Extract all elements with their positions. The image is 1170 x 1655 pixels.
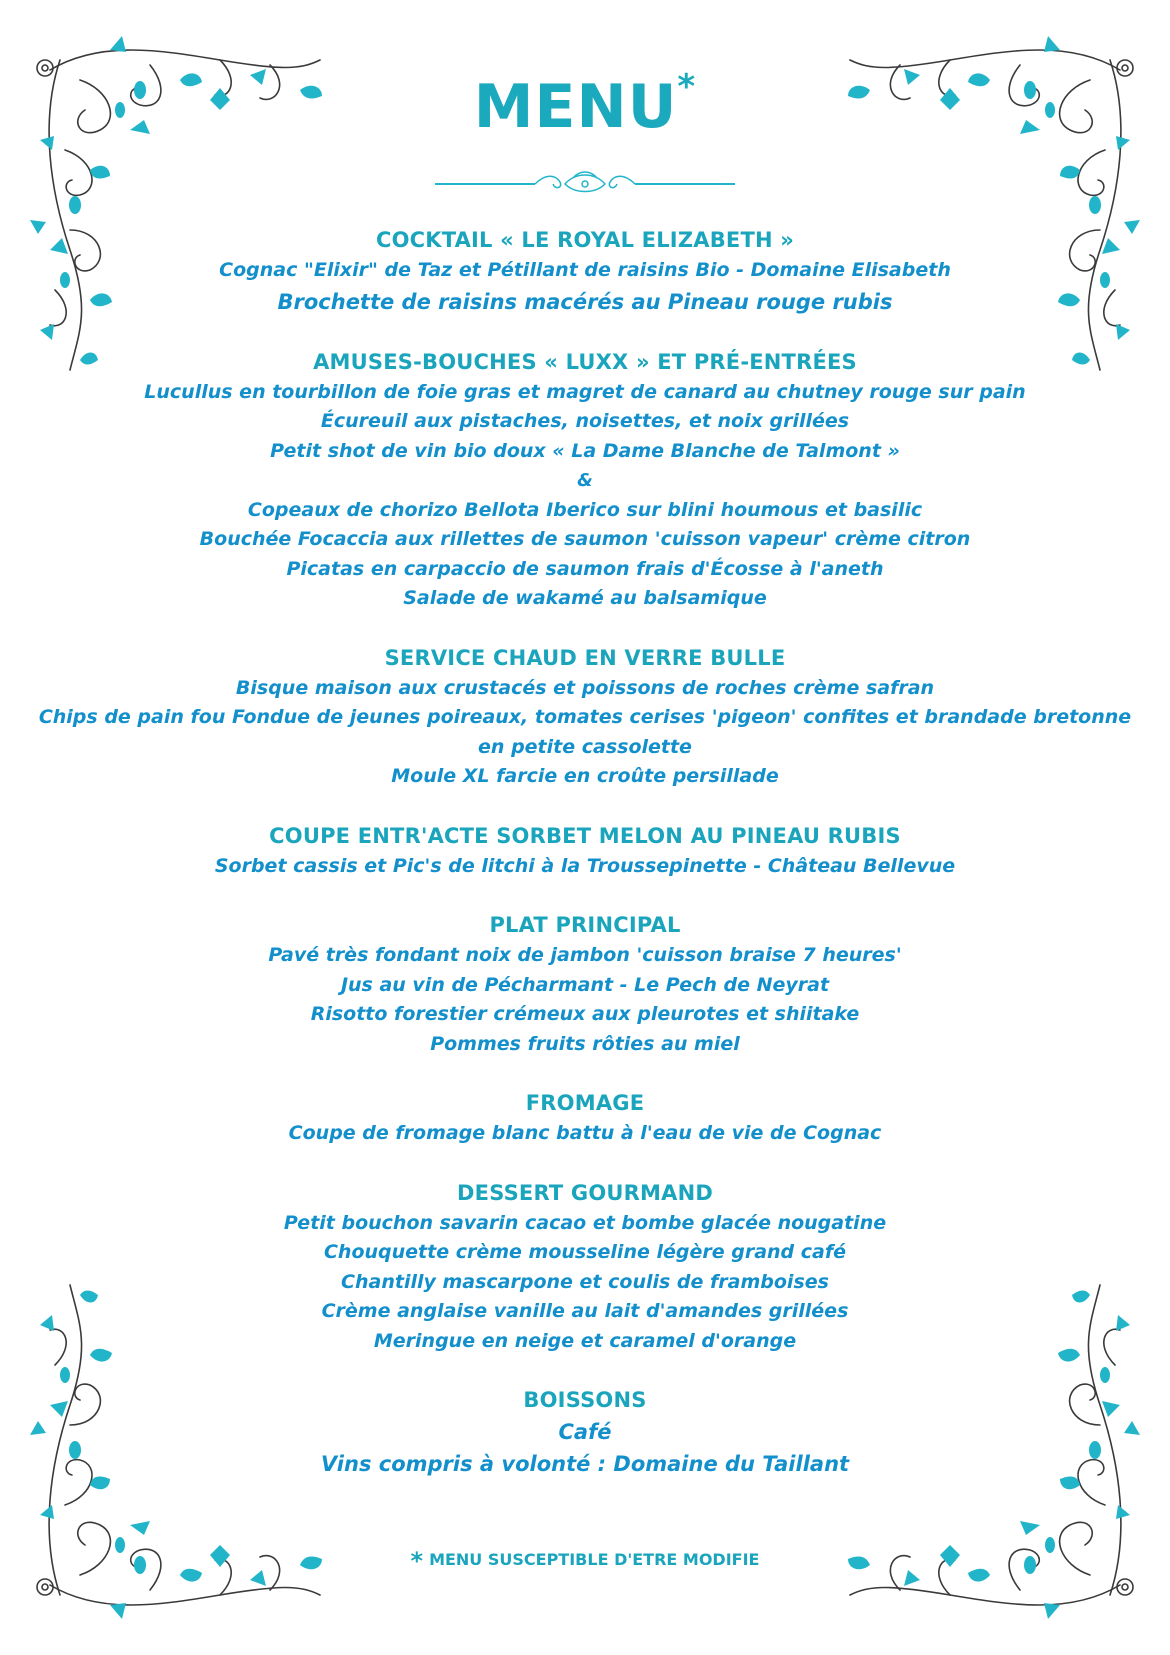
menu-item: Chouquette crème mousseline légère grand café <box>323 1241 846 1263</box>
menu-section <box>0 1087 1170 1149</box>
menu-item: Bisque maison aux crustacés et poissons de roches crème safran <box>235 676 935 699</box>
menu-item: Jus au vin de Pécharmant - Le Pech de Neyrat <box>340 973 830 996</box>
menu-item: Cognac "Elixir" de Taz et Pétillant de raisins Bio - Domaine Elisabeth <box>219 259 951 281</box>
menu-item: Petit shot de vin bio doux « La Dame Blanche de Talmont » <box>270 439 900 462</box>
section-heading: COCKTAIL « LE ROYAL ELIZABETH » <box>375 228 795 252</box>
menu-section <box>0 1177 1170 1357</box>
menu-sections <box>0 224 1170 1508</box>
menu-item: Vins compris à volonté : Domaine du Taillant <box>320 1452 850 1476</box>
section-heading: FROMAGE <box>525 1091 645 1115</box>
menu-item: Copeaux de chorizo Bellota Iberico sur blini houmous et basilic <box>247 498 923 521</box>
menu-section <box>0 224 1170 318</box>
page-title <box>0 67 1170 142</box>
section-heading: DESSERT GOURMAND <box>457 1180 713 1205</box>
section-heading: AMUSES-BOUCHES « LUXX » ET PRÉ-ENTRÉES <box>313 349 857 374</box>
menu-section <box>0 346 1170 614</box>
section-heading: BOISSONS <box>523 1388 647 1412</box>
menu-item: Picatas en carpaccio de saumon frais d'Écosse à l'aneth <box>286 557 884 580</box>
menu-item: Brochette de raisins macérés au Pineau rouge rubis <box>277 289 893 314</box>
footnote-asterisk: * <box>410 1547 424 1575</box>
floral-divider-ornament <box>435 168 735 198</box>
menu-item: Risotto forestier crémeux aux pleurotes et shiitake <box>310 1003 860 1025</box>
menu-item: Écureuil aux pistaches, noisettes, et noix grillées <box>320 410 850 432</box>
menu-item: Moule XL farcie en croûte persillade <box>391 765 779 787</box>
menu-item: Petit bouchon savarin cacao et bombe glacée nougatine <box>283 1211 887 1234</box>
menu-item: & <box>577 470 593 491</box>
menu-item: Chantilly mascarpone et coulis de framboises <box>341 1270 829 1293</box>
menu-item: Salade de wakamé au balsamique <box>403 587 767 609</box>
footnote <box>0 1547 1170 1575</box>
menu-section <box>0 820 1170 882</box>
menu-section <box>0 642 1170 792</box>
menu-section <box>0 1384 1170 1480</box>
menu-item: Pavé très fondant noix de jambon 'cuisson braise 7 heures' <box>268 944 902 966</box>
menu-item: Chips de pain fou Fondue de jeunes poireaux, tomates cerises 'pigeon' confites et brandade bretonne <box>38 706 1132 728</box>
menu-item: Bouchée Focaccia aux rillettes de saumon 'cuisson vapeur' crème citron <box>199 528 971 550</box>
menu-item: Meringue en neige et caramel d'orange <box>373 1329 797 1352</box>
footnote-text: MENU SUSCEPTIBLE D'ETRE MODIFIE <box>429 1550 760 1569</box>
title-asterisk: * <box>677 67 697 107</box>
menu-section <box>0 909 1170 1059</box>
menu-item: en petite cassolette <box>478 735 692 758</box>
title-text: MENU <box>473 72 678 142</box>
section-heading: COUPE ENTR'ACTE SORBET MELON AU PINEAU RUBIS <box>269 823 901 848</box>
menu-item: Coupe de fromage blanc battu à l'eau de vie de Cognac <box>288 1122 882 1144</box>
menu-item: Pommes fruits rôties au miel <box>430 1032 740 1055</box>
section-heading: PLAT PRINCIPAL <box>489 913 681 937</box>
menu-item: Crème anglaise vanille au lait d'amandes grillées <box>321 1300 849 1322</box>
section-heading: SERVICE CHAUD EN VERRE BULLE <box>384 645 786 670</box>
menu-item: Lucullus en tourbillon de foie gras et magret de canard au chutney rouge sur pain <box>144 380 1026 403</box>
menu-item: Café <box>558 1420 612 1444</box>
menu-item: Sorbet cassis et Pic's de litchi à la Troussepinette - Château Bellevue <box>214 854 956 877</box>
